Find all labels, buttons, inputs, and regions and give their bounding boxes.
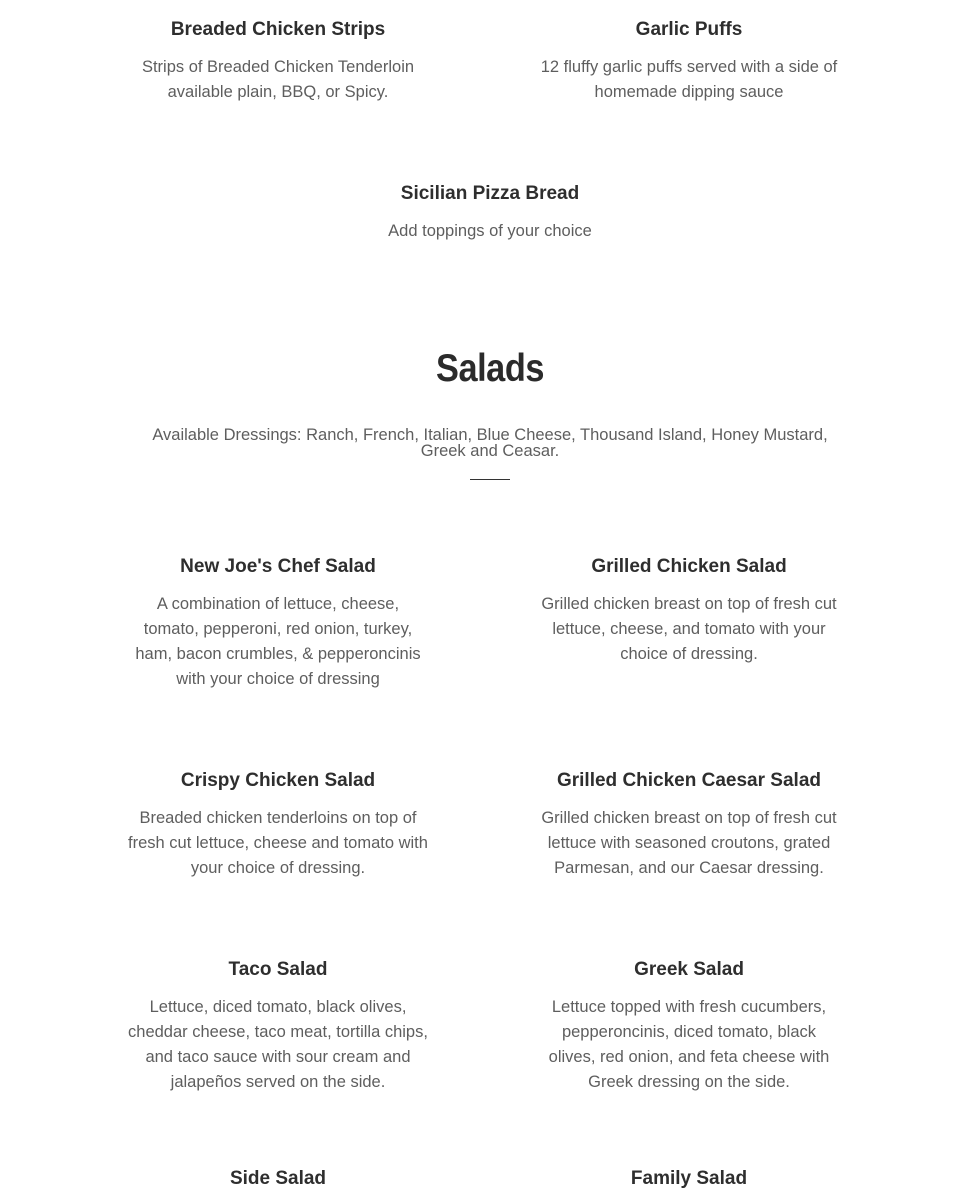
menu-item-description: Breaded chicken tenderloins on top of fresh cut lettuce, cheese and tomato with your choice of dressing.: [128, 809, 428, 877]
menu-item: [539, 1167, 839, 1191]
section-title-salads: Salads: [435, 347, 545, 390]
menu-item: [340, 182, 640, 244]
menu-item-description: Grilled chicken breast on top of fresh cut lettuce with seasoned croutons, grated Parmesan, and our Caesar dressing.: [541, 809, 837, 877]
menu-item: [128, 18, 428, 105]
menu-item-name: Sicilian Pizza Bread: [400, 183, 580, 204]
menu-item-name: Garlic Puffs: [635, 19, 743, 40]
menu-item-description: Strips of Breaded Chicken Tenderloin available plain, BBQ, or Spicy.: [141, 58, 415, 101]
menu-item: [539, 958, 839, 1095]
menu-item-name: Taco Salad: [228, 959, 328, 980]
menu-item-name: Grilled Chicken Caesar Salad: [556, 770, 821, 791]
menu-item-name: Greek Salad: [634, 959, 744, 980]
menu-item-name: Side Salad: [229, 1168, 327, 1189]
menu-item-description: Lettuce topped with fresh cucumbers, pepperoncinis, diced tomato, black olives, red onion, and feta cheese with Greek dressing on the side.: [548, 998, 830, 1091]
menu-item-description: A combination of lettuce, cheese, tomato, pepperoni, red onion, turkey, ham, bacon crumbles, & pepperoncinis with your choice of dressing: [135, 595, 421, 688]
menu-item-description: Grilled chicken breast on top of fresh cut lettuce, cheese, and tomato with your choice of dressing.: [541, 595, 837, 663]
menu-item-name: Family Salad: [630, 1168, 748, 1189]
menu-item: [128, 1167, 428, 1191]
menu-item-name: Grilled Chicken Salad: [591, 556, 787, 577]
menu-item: [539, 18, 839, 105]
menu-item: [539, 555, 839, 667]
menu-item-name: New Joe's Chef Salad: [180, 556, 376, 577]
menu-item-description: Add toppings of your choice: [388, 222, 592, 240]
section-divider: [470, 479, 510, 480]
menu-item-description: 12 fluffy garlic puffs served with a side of homemade dipping sauce: [540, 58, 838, 101]
menu-item: [128, 958, 428, 1095]
menu-item: [539, 769, 839, 881]
menu-item: [128, 555, 428, 692]
menu-item-name: Crispy Chicken Salad: [180, 770, 376, 791]
menu-item: [128, 769, 428, 881]
menu-item-name: Breaded Chicken Strips: [170, 19, 386, 40]
menu-item-description: Lettuce, diced tomato, black olives, cheddar cheese, taco meat, tortilla chips, and taco sauce with sour cream and jalapeños served on the side.: [128, 998, 428, 1091]
dressings-note: Available Dressings: Ranch, French, Italian, Blue Cheese, Thousand Island, Honey Mustard, Greek and Ceasar.: [152, 426, 828, 460]
